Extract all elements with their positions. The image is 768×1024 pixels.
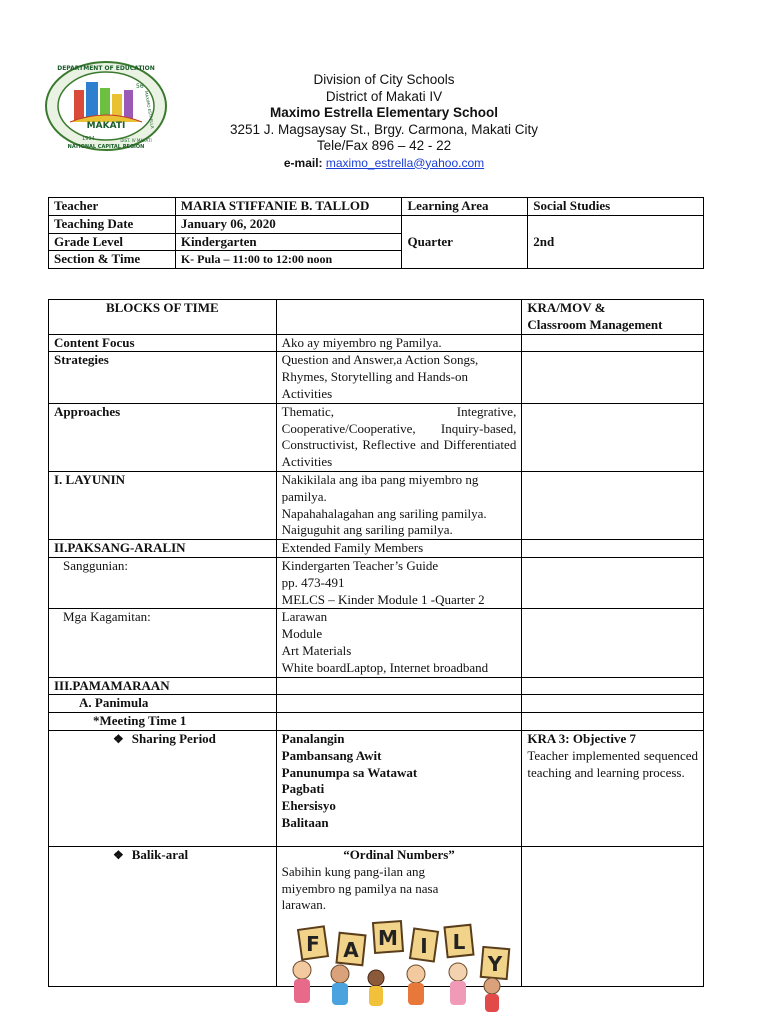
lesson-info-table xyxy=(48,197,704,269)
teaching-date-value: January 06, 2020 xyxy=(175,215,402,233)
family-letter-f: F xyxy=(306,932,320,956)
layunin-item-1: Nakikilala ang iba pang miyembro ng pamilya. xyxy=(281,471,479,504)
kra-mov-header xyxy=(522,300,704,335)
email-label: e-mail: xyxy=(283,155,323,170)
layunin-value xyxy=(276,471,522,539)
diamond-bullet-icon: ❖ xyxy=(113,731,124,746)
layunin-label: I. LAYUNIN xyxy=(49,471,277,539)
sharing-item-2: Pambansang Awit xyxy=(281,747,382,763)
blocks-of-time-header: BLOCKS OF TIME xyxy=(49,300,277,335)
sanggunian-kra xyxy=(522,557,704,608)
family-letter-a: A xyxy=(343,938,359,962)
content-focus-kra xyxy=(522,334,704,352)
layunin-item-3: Naiguguhit ang sariling pamilya. xyxy=(281,522,453,538)
layunin-item-2: Napahahalagahan ang sariling pamilya. xyxy=(281,505,487,521)
strategies-value: Question and Answer,a Action Songs, Rhymes, Storytelling and Hands-on Activities xyxy=(276,352,522,403)
seal-bottom-text: NATIONAL CAPITAL REGION xyxy=(67,144,145,150)
panimula-kra xyxy=(522,695,704,713)
kagamitan-kra xyxy=(522,609,704,677)
family-letter-i: I xyxy=(420,934,428,958)
school-seal-logo xyxy=(44,60,168,152)
grade-level-label: Grade Level xyxy=(49,233,176,251)
seal-bottom-right-text: DIST. IV MAKATI xyxy=(120,138,152,143)
sharing-item-4: Pagbati xyxy=(281,781,325,797)
family-letter-l: L xyxy=(452,930,466,954)
sharing-item-5: Ehersisyo xyxy=(281,798,336,814)
paksang-aralin-label: II.PAKSANG-ARALIN xyxy=(49,540,277,558)
balik-aral-text: Balik-aral xyxy=(131,846,189,862)
pamamaraan-value xyxy=(276,677,522,695)
kagamitan-item-2: Module xyxy=(281,626,323,642)
kagamitan-item-1: Larawan xyxy=(281,609,328,625)
pamamaraan-kra xyxy=(522,677,704,695)
balik-aral-title: “Ordinal Numbers” xyxy=(343,846,455,862)
layunin-kra xyxy=(522,471,704,539)
family-letter-y: Y xyxy=(487,952,503,976)
kra3-text: Teacher implemented sequenced teaching and learning process. xyxy=(527,747,698,780)
panimula-label: A. Panimula xyxy=(49,695,277,713)
paksang-aralin-value: Extended Family Members xyxy=(276,540,522,558)
meeting-time-label: *Meeting Time 1 xyxy=(49,713,277,731)
seal-center-text: MAKATI xyxy=(86,121,126,131)
family-letter-m: M xyxy=(378,926,398,950)
kra-header-line1: KRA/MOV & xyxy=(527,300,606,315)
teaching-date-label: Teaching Date xyxy=(49,215,176,233)
sanggunian-value xyxy=(276,557,522,608)
strategies-kra xyxy=(522,352,704,403)
address-line: 3251 J. Magsaysay St., Brgy. Carmona, Makati City xyxy=(229,121,539,137)
sharing-period-text: Sharing Period xyxy=(131,730,216,746)
telfax-line: Tele/Fax 896 – 42 - 22 xyxy=(316,138,452,153)
kagamitan-item-4: White boardLaptop, Internet broadband xyxy=(281,659,489,675)
kagamitan-item-3: Art Materials xyxy=(281,642,352,658)
kagamitan-value xyxy=(276,609,522,677)
approaches-value: Thematic, Integrative, Cooperative/Cooperative, Inquiry-based, Constructivist, Reflective and Differentiated Activities xyxy=(276,403,522,471)
sanggunian-label: Sanggunian: xyxy=(49,557,277,608)
sharing-period-label xyxy=(49,730,277,846)
learning-area-label: Learning Area xyxy=(402,198,528,216)
content-focus-label: Content Focus xyxy=(49,334,277,352)
quarter-value: 2nd xyxy=(528,215,704,268)
grade-level-value: Kindergarten xyxy=(175,233,402,251)
balik-aral-label xyxy=(49,846,277,986)
paksang-aralin-kra xyxy=(522,540,704,558)
district-line: District of Makati IV xyxy=(325,88,443,104)
seal-right-text: MAXIMO ESTRELLA xyxy=(143,90,156,129)
sharing-period-value xyxy=(276,730,522,846)
seal-year: 1994 xyxy=(82,136,95,142)
sharing-item-3: Panunumpa sa Watawat xyxy=(281,764,418,780)
quarter-label: Quarter xyxy=(402,215,528,268)
meeting-time-value xyxy=(276,713,522,731)
division-line: Division of City Schools xyxy=(313,72,455,87)
section-time-label: Section & Time xyxy=(49,251,176,269)
family-clipart-image xyxy=(278,908,522,1024)
approaches-label: Approaches xyxy=(49,403,277,471)
kra-header-line2: Classroom Management xyxy=(527,316,663,332)
empty-header-cell xyxy=(276,300,522,335)
seal-number: 56 xyxy=(136,83,144,90)
kagamitan-label: Mga Kagamitan: xyxy=(49,609,277,677)
sharing-item-1: Panalangin xyxy=(281,730,345,746)
balik-aral-kra xyxy=(522,846,704,986)
diamond-bullet-icon: ❖ xyxy=(113,847,124,862)
email-link[interactable]: maximo_estrella@yahoo.com xyxy=(325,155,485,170)
content-focus-value: Ako ay miyembro ng Pamilya. xyxy=(276,334,522,352)
teacher-label: Teacher xyxy=(49,198,176,216)
balik-aral-instructions: Sabihin kung pang-ilan ang miyembro ng pamilya na nasa larawan. xyxy=(281,863,439,913)
meeting-time-kra xyxy=(522,713,704,731)
learning-area-value: Social Studies xyxy=(528,198,704,216)
sharing-period-kra xyxy=(522,730,704,846)
strategies-label: Strategies xyxy=(49,352,277,403)
sanggunian-item-1: Kindergarten Teacher’s Guide pp. 473-491 xyxy=(281,557,439,590)
approaches-kra xyxy=(522,403,704,471)
school-header xyxy=(180,72,588,171)
sanggunian-item-2: MELCS – Kinder Module 1 -Quarter 2 xyxy=(281,591,485,607)
seal-top-text: DEPARTMENT OF EDUCATION xyxy=(57,65,155,72)
teacher-value: MARIA STIFFANIE B. TALLOD xyxy=(175,198,402,216)
pamamaraan-label: III.PAMAMARAAN xyxy=(49,677,277,695)
email-line xyxy=(180,155,588,172)
section-time-value: K- Pula – 11:00 to 12:00 noon xyxy=(175,251,402,269)
kra3-title: KRA 3: Objective 7 xyxy=(527,730,636,746)
school-name: Maximo Estrella Elementary School xyxy=(269,105,499,120)
panimula-value xyxy=(276,695,522,713)
sharing-item-6: Balitaan xyxy=(281,814,329,830)
lesson-plan-table xyxy=(48,299,704,987)
